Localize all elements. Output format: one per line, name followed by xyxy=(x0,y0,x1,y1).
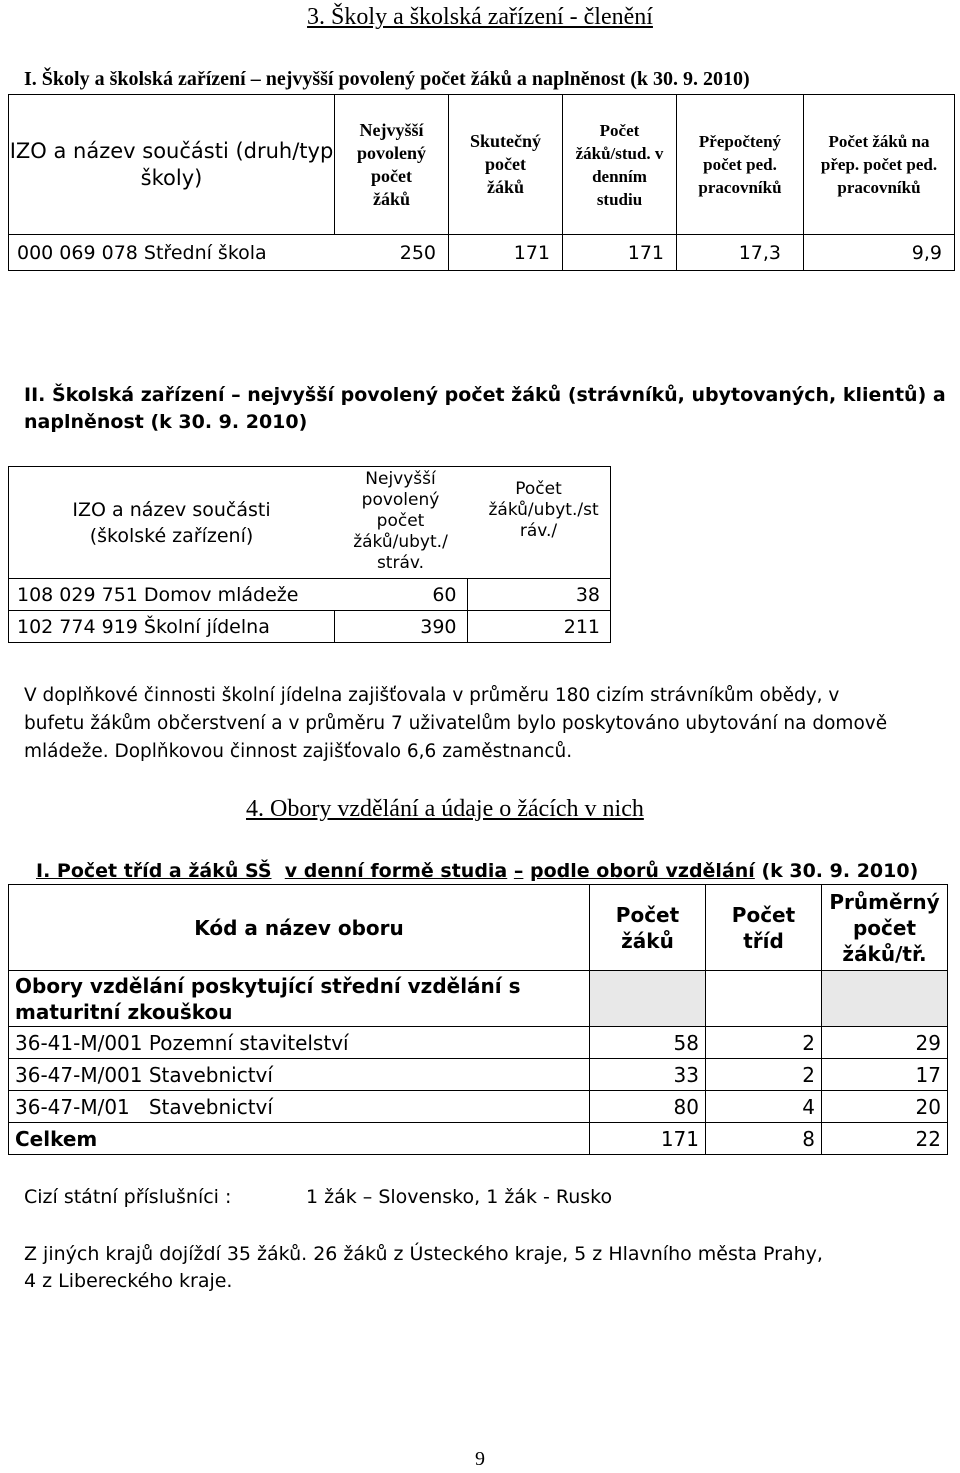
t3-row-1-name: 36-41-M/001 Pozemní stavitelství xyxy=(9,1027,590,1059)
t1-header-max: Nejvyšší povolený počet žáků xyxy=(335,95,449,235)
section-3-title: 3. Školy a školská zařízení - členění xyxy=(307,4,653,30)
school-capacity-table xyxy=(8,94,955,271)
t2-header-max: Nejvyšší povolený počet žáků/ubyt./ stráv. xyxy=(334,467,467,579)
table-row xyxy=(9,235,955,271)
t3-row-2-classes: 2 xyxy=(706,1059,822,1091)
t3-header-average: Průměrný počet žáků/tř. xyxy=(822,885,948,971)
foreign-nationals-value: 1 žák – Slovensko, 1 žák - Rusko xyxy=(306,1186,613,1208)
t2-row-2-max: 390 xyxy=(334,611,467,643)
t1-header-ratio: Počet žáků na přep. počet ped. pracovníků xyxy=(804,95,955,235)
t1-ratio-value: 9,9 xyxy=(804,235,955,271)
t2-row-1-count: 38 xyxy=(467,579,611,611)
t3-header-classes: Počet tříd xyxy=(706,885,822,971)
table-row xyxy=(9,579,611,611)
t3-row-3-classes: 4 xyxy=(706,1091,822,1123)
t3-row-3-name: 36-47-M/01 Stavebnictví xyxy=(9,1091,590,1123)
t1-max-value: 250 xyxy=(399,242,436,264)
part-1-heading: I. Školy a školská zařízení – nejvyšší povolený počet žáků a naplněnost (k 30. 9. 2010) xyxy=(24,68,750,90)
t1-school-name: 000 069 078 Střední škola xyxy=(17,241,267,264)
t1-header-daily: Počet žáků/stud. v denním studiu xyxy=(563,95,677,235)
t3-total-label: Celkem xyxy=(9,1123,590,1155)
t1-actual-value: 171 xyxy=(449,235,563,271)
fields-of-study-table xyxy=(8,884,948,1155)
part-2-heading-line-2: naplněnost (k 30. 9. 2010) xyxy=(24,411,308,433)
t2-header-count: Počet žáků/ubyt./st ráv./ xyxy=(467,467,611,579)
t3-row-3-average: 20 xyxy=(822,1091,948,1123)
part-2-heading-line-1: II. Školská zařízení – nejvyšší povolený počet žáků (strávníků, ubytovaných, klientů) a xyxy=(24,384,946,406)
t3-row-1-students: 58 xyxy=(590,1027,706,1059)
t1-header-ped: Přepočtený počet ped. pracovníků xyxy=(677,95,804,235)
t3-row-1-classes: 2 xyxy=(706,1027,822,1059)
t1-daily-value: 171 xyxy=(563,235,677,271)
t3-row-2-average: 17 xyxy=(822,1059,948,1091)
t3-row-3-students: 80 xyxy=(590,1091,706,1123)
t2-header-name: IZO a název součásti (školské zařízení) xyxy=(9,467,335,579)
page-number: 9 xyxy=(475,1448,485,1470)
t2-row-2-name: 102 774 919 Školní jídelna xyxy=(9,611,335,643)
t3-total-average: 22 xyxy=(822,1123,948,1155)
t3-row-1-average: 29 xyxy=(822,1027,948,1059)
t3-total-students: 171 xyxy=(590,1123,706,1155)
t1-header-actual: Skutečný počet žáků xyxy=(449,95,563,235)
table-row xyxy=(9,611,611,643)
t3-group-label: Obory vzdělání poskytující střední vzdělání s maturitní zkouškou xyxy=(9,971,590,1027)
t2-row-1-name: 108 029 751 Domov mládeže xyxy=(17,583,299,606)
table-row xyxy=(9,971,948,1027)
table-row-total xyxy=(9,1123,948,1155)
commuting-paragraph: Z jiných krajů dojíždí 35 žáků. 26 žáků z Ústeckého kraje, 5 z Hlavního města Prahy, 4 z Libereckého kraje. xyxy=(24,1243,823,1292)
t1-ped-value: 17,3 xyxy=(677,235,804,271)
supplementary-activity-paragraph: V doplňkové činnosti školní jídelna zajišťovala v průměru 180 cizím strávníkům obědy, v bufetu žákům občerstvení a v průměru 7 uživatelům bylo poskytováno ubytování na domově mládeže. Doplňkovou činnost zajišťovalo 6,6 zaměstnanců. xyxy=(24,685,888,762)
table-row xyxy=(9,1091,948,1123)
t3-row-2-students: 33 xyxy=(590,1059,706,1091)
section-4-title: 4. Obory vzdělání a údaje o žácích v nich xyxy=(246,796,644,822)
t3-header-students: Počet žáků xyxy=(590,885,706,971)
t2-row-1-max: 60 xyxy=(432,584,457,606)
t1-header-name: IZO a název součásti (druh/typ školy) xyxy=(9,95,335,235)
foreign-nationals-label: Cizí státní příslušníci : xyxy=(24,1186,232,1208)
table-row xyxy=(9,1059,948,1091)
facility-capacity-table xyxy=(8,466,611,643)
t3-row-2-name: 36-47-M/001 Stavebnictví xyxy=(9,1059,590,1091)
table-row xyxy=(9,1027,948,1059)
t3-total-classes: 8 xyxy=(706,1123,822,1155)
t3-header-name: Kód a název oboru xyxy=(9,885,590,971)
t2-row-2-count: 211 xyxy=(467,611,611,643)
section-4-heading: I. Počet tříd a žáků SŠ v denní formě studia – podle oborů vzdělání (k 30. 9. 2010) xyxy=(36,860,919,882)
